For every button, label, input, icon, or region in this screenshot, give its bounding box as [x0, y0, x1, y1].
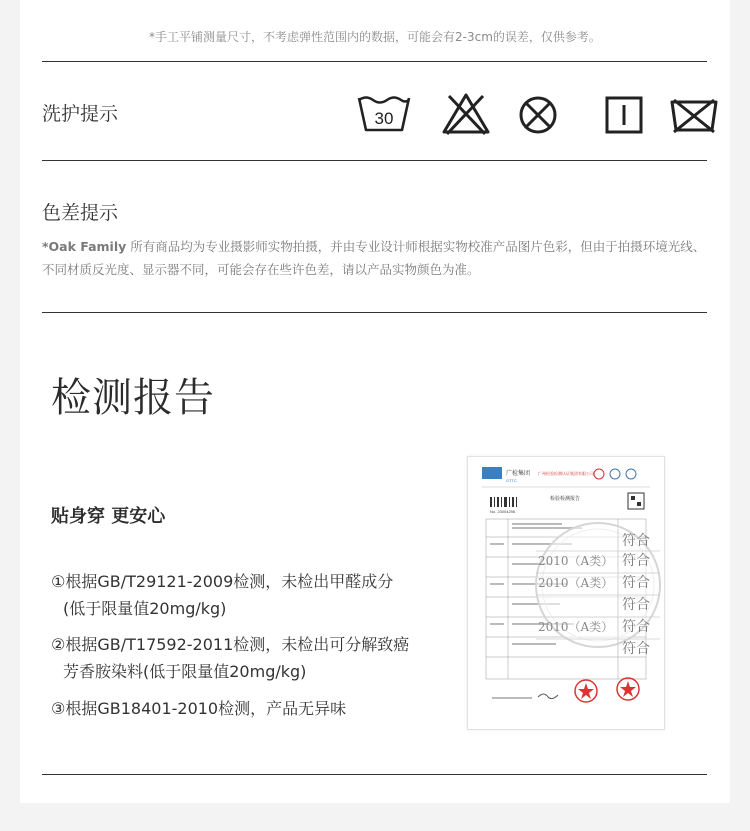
doc-result: 符合 [622, 619, 650, 635]
doc-grade: 2010（A类） [538, 576, 614, 590]
cert-mark-icon [610, 469, 620, 479]
report-title: 检测报告 [51, 375, 215, 421]
report-item-line: ②根据GB/T17592-2011检测，未检出可分解致癌 [51, 635, 410, 654]
test-report-svg [468, 457, 664, 729]
brand-name: *Oak Family [42, 239, 127, 254]
signature [538, 694, 558, 699]
cert-mark-icon [626, 469, 636, 479]
product-info-card [20, 0, 730, 803]
report-item-line: (低于限量值20mg/kg) [63, 599, 227, 618]
qr-code-icon [628, 493, 644, 509]
color-diff-body: 所有商品均为专业摄影师实物拍摄，并由专业设计师根据实物校准产品图片色彩，但由于拍摄环境光线、不同材质反光度、显示器不同，可能会存在些许色差，请以产品实物颜色为准。 [42, 239, 706, 277]
report-item [51, 631, 431, 685]
report-item [51, 695, 431, 722]
doc-org: 广检集团 [506, 471, 531, 477]
wash-temp: 30 [374, 109, 394, 128]
color-diff-text [42, 235, 707, 281]
doc-result: 符合 [622, 597, 650, 613]
divider [42, 312, 707, 313]
report-item [51, 568, 431, 622]
line-dry-icon [602, 90, 646, 138]
no-dry-clean-icon [668, 90, 720, 138]
doc-title: 检验检测报告 [550, 496, 581, 502]
wash-care-title: 洗护提示 [42, 103, 119, 125]
doc-no: No. 23004296 [490, 509, 516, 514]
divider [42, 160, 707, 161]
doc-result: 符合 [622, 641, 650, 657]
report-item-line: ①根据GB/T29121-2009检测，未检出甲醛成分 [51, 572, 394, 591]
doc-org-en: GTTC [506, 478, 517, 483]
report-item-line: 芳香胺染料(低于限量值20mg/kg) [63, 662, 307, 681]
doc-result: 符合 [622, 575, 650, 591]
doc-header-text: 广州检验检测认证集团有限公司 [538, 471, 594, 476]
barcode-icon [490, 497, 517, 507]
wash-30-icon [356, 90, 412, 138]
cert-mark-icon [594, 469, 604, 479]
doc-grade: 2010（A类） [538, 620, 614, 634]
doc-grade: 2010（A类） [538, 554, 614, 568]
divider [42, 61, 707, 62]
report-item-line: ③根据GB18401-2010检测，产品无异味 [51, 699, 347, 718]
divider [42, 774, 707, 775]
color-diff-title: 色差提示 [42, 202, 119, 224]
doc-result: 符合 [622, 533, 650, 549]
doc-result: 符合 [622, 553, 650, 569]
org-logo-icon [482, 467, 502, 479]
no-bleach-icon [440, 90, 492, 138]
measure-note: *手工平铺测量尺寸，不考虑弹性范围内的数据，可能会有2-3cm的误差，仅供参考。 [149, 30, 601, 44]
test-report-image [467, 456, 665, 730]
no-tumble-dry-icon [516, 90, 560, 138]
report-subtitle: 贴身穿 更安心 [51, 506, 166, 527]
